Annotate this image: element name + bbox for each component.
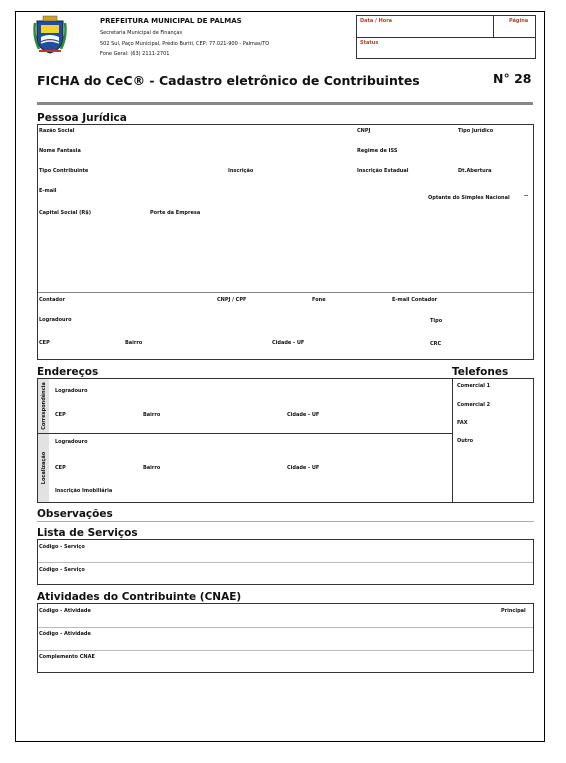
telefone-fax: FAX — [457, 420, 468, 426]
cnae-principal-label: Principal — [501, 608, 526, 614]
pessoa-juridica-box — [37, 124, 534, 360]
section-cnae: Atividades do Contribuinte (CNAE) — [37, 591, 242, 603]
inscricao-label: Inscrição — [228, 168, 254, 174]
optante-simples-label: Optante do Simples Nacional — [428, 195, 510, 201]
section-telefones: Telefones — [452, 366, 509, 378]
form-number: N° 28 — [493, 71, 532, 86]
correspondencia-label: Correspondência — [41, 382, 47, 430]
title-rule — [37, 102, 533, 105]
cnpj-label: CNPJ — [357, 128, 371, 134]
loc-bairro-label: Bairro — [143, 465, 161, 471]
tipo-juridico-label: Tipo Jurídico — [458, 128, 494, 134]
tipo-contribuinte-label: Tipo Contribuinte — [39, 168, 89, 174]
crc-label: CRC — [430, 341, 442, 347]
corr-logradouro-label: Logradouro — [55, 388, 88, 394]
form-title: FICHA do CeC® - Cadastro eletrônico de Contribuintes — [37, 73, 420, 88]
telefone-comercial-1: Comercial 1 — [457, 383, 491, 389]
date-label: Data / Hora — [360, 18, 393, 24]
servico-row-1: Código - Serviço — [39, 544, 85, 550]
enderecos-divider — [38, 433, 452, 434]
servico-row-2: Código - Serviço — [39, 567, 85, 573]
cnae-row-2: Código - Atividade — [39, 631, 91, 637]
cnae-box — [37, 603, 534, 673]
section-observacoes: Observações — [37, 508, 113, 520]
nome-fantasia-label: Nome Fantasia — [39, 148, 81, 154]
cnae-row-divider-2 — [38, 650, 533, 651]
corr-cep-label: CEP — [55, 412, 66, 418]
org-address: 502 Sul, Paço Municipal, Prédio Buriti, CEP: 77.021-900 - Palmas/TO — [100, 41, 270, 47]
telefone-comercial-2: Comercial 2 — [457, 402, 491, 408]
header-divider-v — [493, 15, 494, 37]
telefone-outro: Outro — [457, 438, 474, 444]
section-enderecos: Endereços — [37, 366, 99, 378]
porte-empresa-label: Porte da Empresa — [150, 210, 201, 216]
org-phone: Fone Geral: (63) 2111-2701 — [100, 51, 170, 57]
page-label: Página — [509, 18, 529, 24]
enderecos-box — [37, 378, 453, 503]
optante-simples-value: -- — [524, 193, 529, 199]
municipal-coat-of-arms-logo — [33, 15, 67, 55]
loc-cidade-uf-label: Cidade - UF — [287, 465, 320, 471]
header-section — [15, 11, 545, 59]
razao-social-label: Razão Social — [39, 128, 75, 134]
servicos-row-divider — [38, 562, 533, 563]
cnae-row-divider-1 — [38, 627, 533, 628]
cnae-complemento-label: Complemento CNAE — [39, 654, 95, 660]
observacoes-rule — [37, 521, 534, 522]
tipo-label: Tipo — [430, 318, 443, 324]
status-label: Status — [360, 40, 379, 46]
loc-logradouro-label: Logradouro — [55, 439, 88, 445]
org-name: PREFEITURA MUNICIPAL DE PALMAS — [100, 17, 242, 25]
inscricao-estadual-label: Inscrição Estadual — [357, 168, 409, 174]
dt-abertura-label: Dt.Abertura — [458, 168, 492, 174]
section-pessoa-juridica: Pessoa Jurídica — [37, 112, 127, 124]
inscricao-imobiliaria-label: Inscrição Imobiliária — [55, 488, 113, 494]
cnpj-cpf-label: CNPJ / CPF — [217, 297, 247, 303]
cidade-uf-label: Cidade - UF — [272, 340, 305, 346]
bairro-label: Bairro — [125, 340, 143, 346]
capital-social-label: Capital Social (R$) — [39, 210, 91, 216]
corr-bairro-label: Bairro — [143, 412, 161, 418]
section-servicos: Lista de Serviços — [37, 527, 138, 539]
loc-cep-label: CEP — [55, 465, 66, 471]
contador-label: Contador — [39, 297, 65, 303]
email-label: E-mail — [39, 188, 57, 194]
email-contador-label: E-mail Contador — [392, 297, 438, 303]
localizacao-label: Localização — [41, 451, 47, 485]
org-dept: Secretaria Municipal de Finanças — [100, 30, 183, 36]
fone-label: Fone — [312, 297, 326, 303]
regime-iss-label: Regime de ISS — [357, 148, 398, 154]
header-divider-h — [356, 37, 536, 38]
cnae-row-1: Código - Atividade — [39, 608, 91, 614]
contador-divider — [38, 292, 533, 293]
logradouro-label: Logradouro — [39, 317, 72, 323]
corr-cidade-uf-label: Cidade - UF — [287, 412, 320, 418]
cep-label: CEP — [39, 340, 50, 346]
